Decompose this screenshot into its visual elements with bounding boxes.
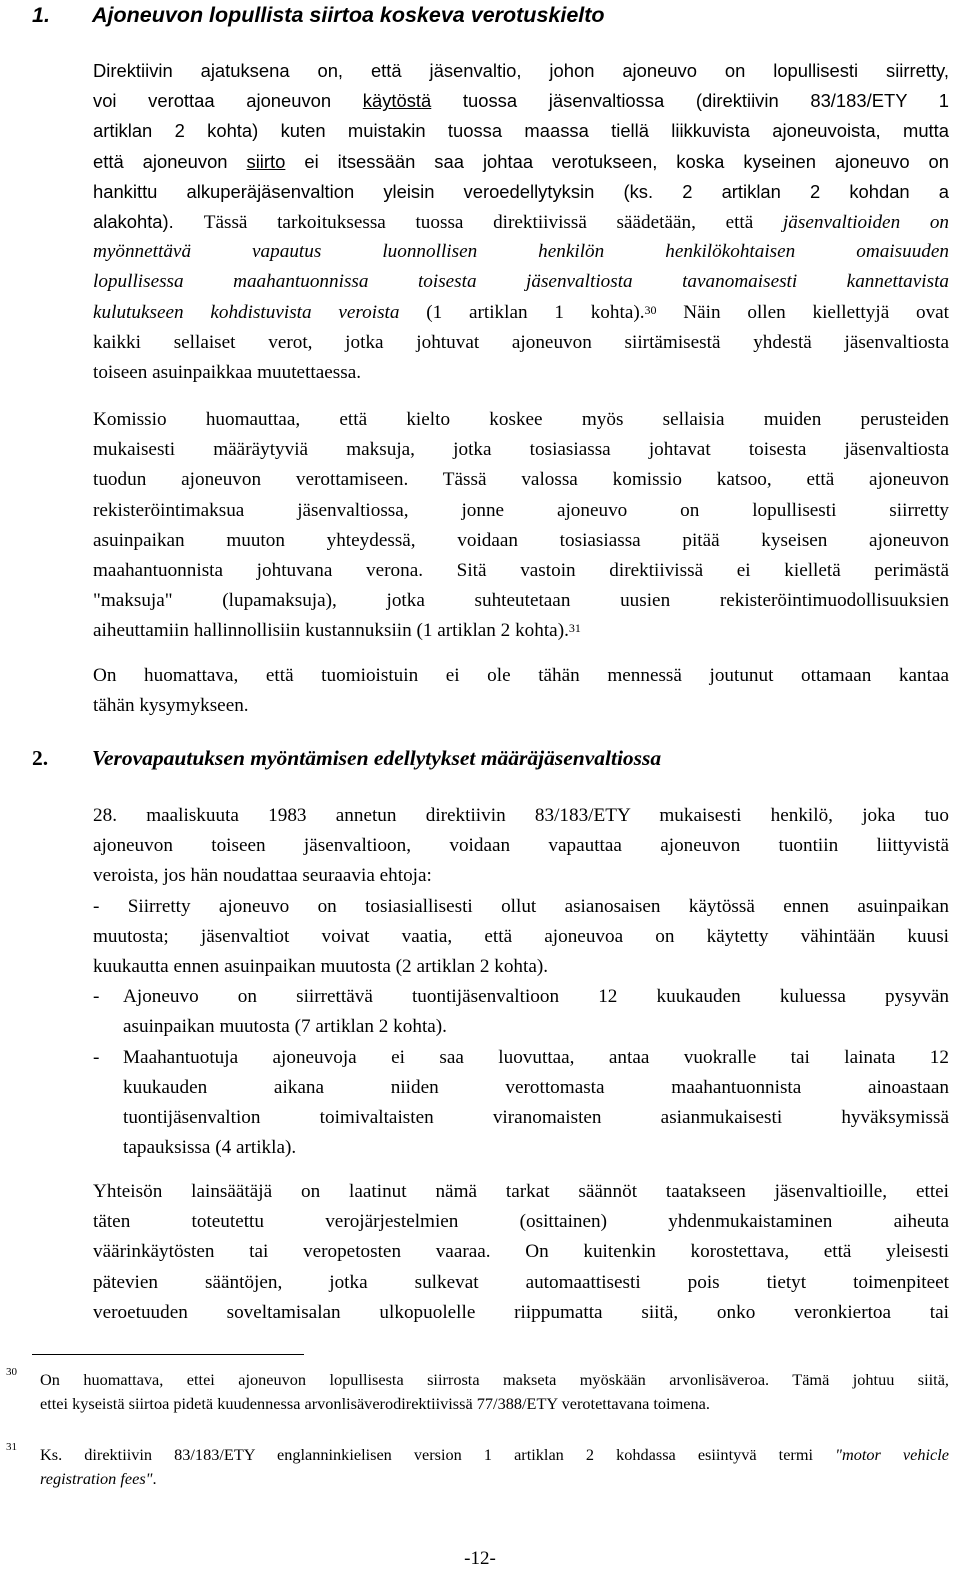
text-line: maahantuonnista johtuvana verona. Sitä vastoin direktiivissä ei kielletä perimästä <box>93 559 949 581</box>
text-line: Ajoneuvo on siirrettävä tuontijäsenvaltioon 12 kuukauden kuluessa pysyvän <box>123 986 949 1008</box>
text-line: On huomattava, ettei ajoneuvon lopullisesta siirrosta makseta myöskään arvonlisäveroa. Tämä johtuu siitä, <box>40 1370 949 1389</box>
text-line: toiseen asuinpaikkaa muutettaessa. <box>93 361 362 383</box>
text-line: veroetuuden soveltamisalan ulkopuolelle riippumatta siitä, onko veronkiertoa tai <box>93 1301 949 1323</box>
text-line: registration fees". <box>40 1469 157 1488</box>
text-line: ajoneuvon toiseen jäsenvaltioon, voidaan vapauttaa ajoneuvon tuontiin liittyvistä <box>93 835 949 857</box>
text-line: muutosta; jäsenvaltiot voivat vaatia, että ajoneuvoa on käytetty vähintään kuusi <box>93 925 949 947</box>
text-line: "maksuja" (lupamaksuja), jotka suhteutetaan uusien rekisteröintimuodollisuuksien <box>93 590 949 612</box>
underlined-term: siirto <box>246 150 286 172</box>
list-dash: - <box>93 986 100 1008</box>
text-line: lopullisessa maahantuonnissa toisesta jäsenvaltiosta tavanomaisesti kannettavista <box>93 271 949 293</box>
text-line: väärinkäytösten tai veropetosten vaaraa. On kuitenkin korostettava, että yleisesti <box>93 1241 949 1263</box>
text-line: myönnettävä vapautus luonnollisen henkilön henkilökohtaisen omaisuuden <box>93 241 949 263</box>
text-line: - Siirretty ajoneuvo on tosiasiallisesti ollut asianosaisen käytössä ennen asuinpaikan <box>93 895 949 917</box>
text-line: Maahantuotuja ajoneuvoja ei saa luovuttaa, antaa vuokralle tai lainata 12 <box>123 1046 949 1068</box>
text-line: Ks. direktiivin 83/183/ETY englanninkielisen version 1 artiklan 2 kohdassa esiintyvä termi "motor vehicle <box>40 1445 950 1464</box>
text-line: mukaisesti määräytyviä maksuja, jotka tosiasiassa johtavat toisesta jäsenvaltiosta <box>93 439 949 461</box>
text-line: Komissio huomauttaa, että kielto koskee myös sellaisia muiden perusteiden <box>93 409 949 430</box>
section-title: Verovapautuksen myöntämisen edellytykset määräjäsenvaltiossa <box>92 746 662 770</box>
footnote-body <box>40 1368 949 1416</box>
footnote-mark: 30 <box>6 1366 17 1378</box>
italic-text: jäsenvaltioiden on <box>782 211 950 233</box>
text-line: ettei kyseistä siirtoa pidetä kuudennessa arvonlisäverodirektiivissä 77/388/ETY verotettavana toimena. <box>40 1394 710 1413</box>
text-line: tuodun ajoneuvon verottamiseen. Tässä valossa komissio katsoo, että ajoneuvon <box>93 469 949 491</box>
list-item <box>93 892 949 983</box>
paragraph-3 <box>93 661 949 721</box>
paragraph-2 <box>93 405 949 647</box>
footnote-ref[interactable]: 30 <box>644 302 657 317</box>
list-item <box>93 982 949 1042</box>
footnote-mark: 31 <box>6 1441 17 1453</box>
underlined-term: käytöstä <box>362 90 432 112</box>
page-number: -12- <box>464 1548 496 1569</box>
section-number: 2. <box>32 746 49 770</box>
section-heading-1 <box>32 2 605 28</box>
text-line: asuinpaikan muutosta (7 artiklan 2 kohta). <box>123 1016 447 1038</box>
list-item <box>93 1043 949 1164</box>
footnote-body <box>40 1443 949 1491</box>
text-line: tapauksissa (4 artikla). <box>123 1137 297 1159</box>
text-line: veroista, jos hän noudattaa seuraavia ehtoja: <box>93 865 432 887</box>
section-number: 1. <box>32 3 50 27</box>
text-line: aiheuttamiin hallinnollisiin kustannuksiin (1 artiklan 2 kohta).$^{31}$ <box>93 620 581 642</box>
paragraph-1 <box>93 56 949 388</box>
text-line: asuinpaikan muuton yhteydessä, voidaan tosiasiassa pitää kyseisen ajoneuvon <box>93 529 949 551</box>
paragraph-5 <box>93 1177 949 1328</box>
text-line: alakohta). Tässä tarkoituksessa tuossa direktiivissä säädetään, että jäsenvaltioiden on <box>93 210 950 233</box>
text-line: täten toteutettu verojärjestelmien (osittainen) yhdenmukaistaminen aiheuta <box>93 1211 949 1233</box>
section-title: Ajoneuvon lopullista siirtoa koskeva verotuskielto <box>92 3 605 27</box>
section-heading-2 <box>32 745 661 771</box>
text-line: että ajoneuvon siirto ei itsessään saa johtaa verotukseen, koska kyseinen ajoneuvo on <box>93 150 949 172</box>
list-dash: - <box>93 1046 100 1068</box>
paragraph-4 <box>93 801 949 1163</box>
text-line: pätevien sääntöjen, jotka sulkevat automaattisesti pois tietyt toimenpiteet <box>93 1271 949 1293</box>
text-line: On huomattava, että tuomioistuin ei ole tähän mennessä joutunut ottamaan kantaa <box>93 665 949 686</box>
text-line: Direktiivin ajatuksena on, että jäsenvaltio, johon ajoneuvo on lopullisesti siirretty, <box>93 60 949 81</box>
text-line: voi verottaa ajoneuvon käytöstä tuossa jäsenvaltiossa (direktiivin 83/183/ETY 1 <box>93 90 950 112</box>
text-line: kaikki sellaiset verot, jotka johtuvat ajoneuvon siirtämisestä yhdestä jäsenvaltiosta <box>93 331 949 353</box>
text-line: kulutukseen kohdistuvista veroista (1 artiklan 1 kohta).$^{30}$ Näin ollen kiellettyjä ovat <box>93 301 950 323</box>
text-line: kuukautta ennen asuinpaikan muutosta (2 artiklan 2 kohta). <box>93 955 549 977</box>
text-line: hankittu alkuperäjäsenvaltion yleisin veroedellytyksin (ks. 2 artiklan 2 kohdan a <box>93 180 949 202</box>
text-line: artiklan 2 kohta) kuten muistakin tuossa maassa tiellä liikkuvista ajoneuvoista, mutta <box>93 120 949 142</box>
footnote-separator <box>32 1354 304 1355</box>
text-line: Yhteisön lainsäätäjä on laatinut nämä tarkat säännöt taatakseen jäsenvaltioille, ettei <box>93 1181 949 1202</box>
text-line: tuontijäsenvaltion toimivaltaisten viranomaisten asianmukaisesti hyväksymissä <box>123 1106 949 1128</box>
text-line: rekisteröintimaksua jäsenvaltiossa, jonne ajoneuvo on lopullisesti siirretty <box>93 499 949 521</box>
footnote-ref[interactable]: 31 <box>568 621 581 636</box>
text-line: kuukauden aikana niiden verottomasta maahantuonnista ainoastaan <box>123 1076 949 1098</box>
text-line: tähän kysymykseen. <box>93 695 249 717</box>
text-line: 28. maaliskuuta 1983 annetun direktiivin 83/183/ETY mukaisesti henkilö, joka tuo <box>93 805 949 826</box>
